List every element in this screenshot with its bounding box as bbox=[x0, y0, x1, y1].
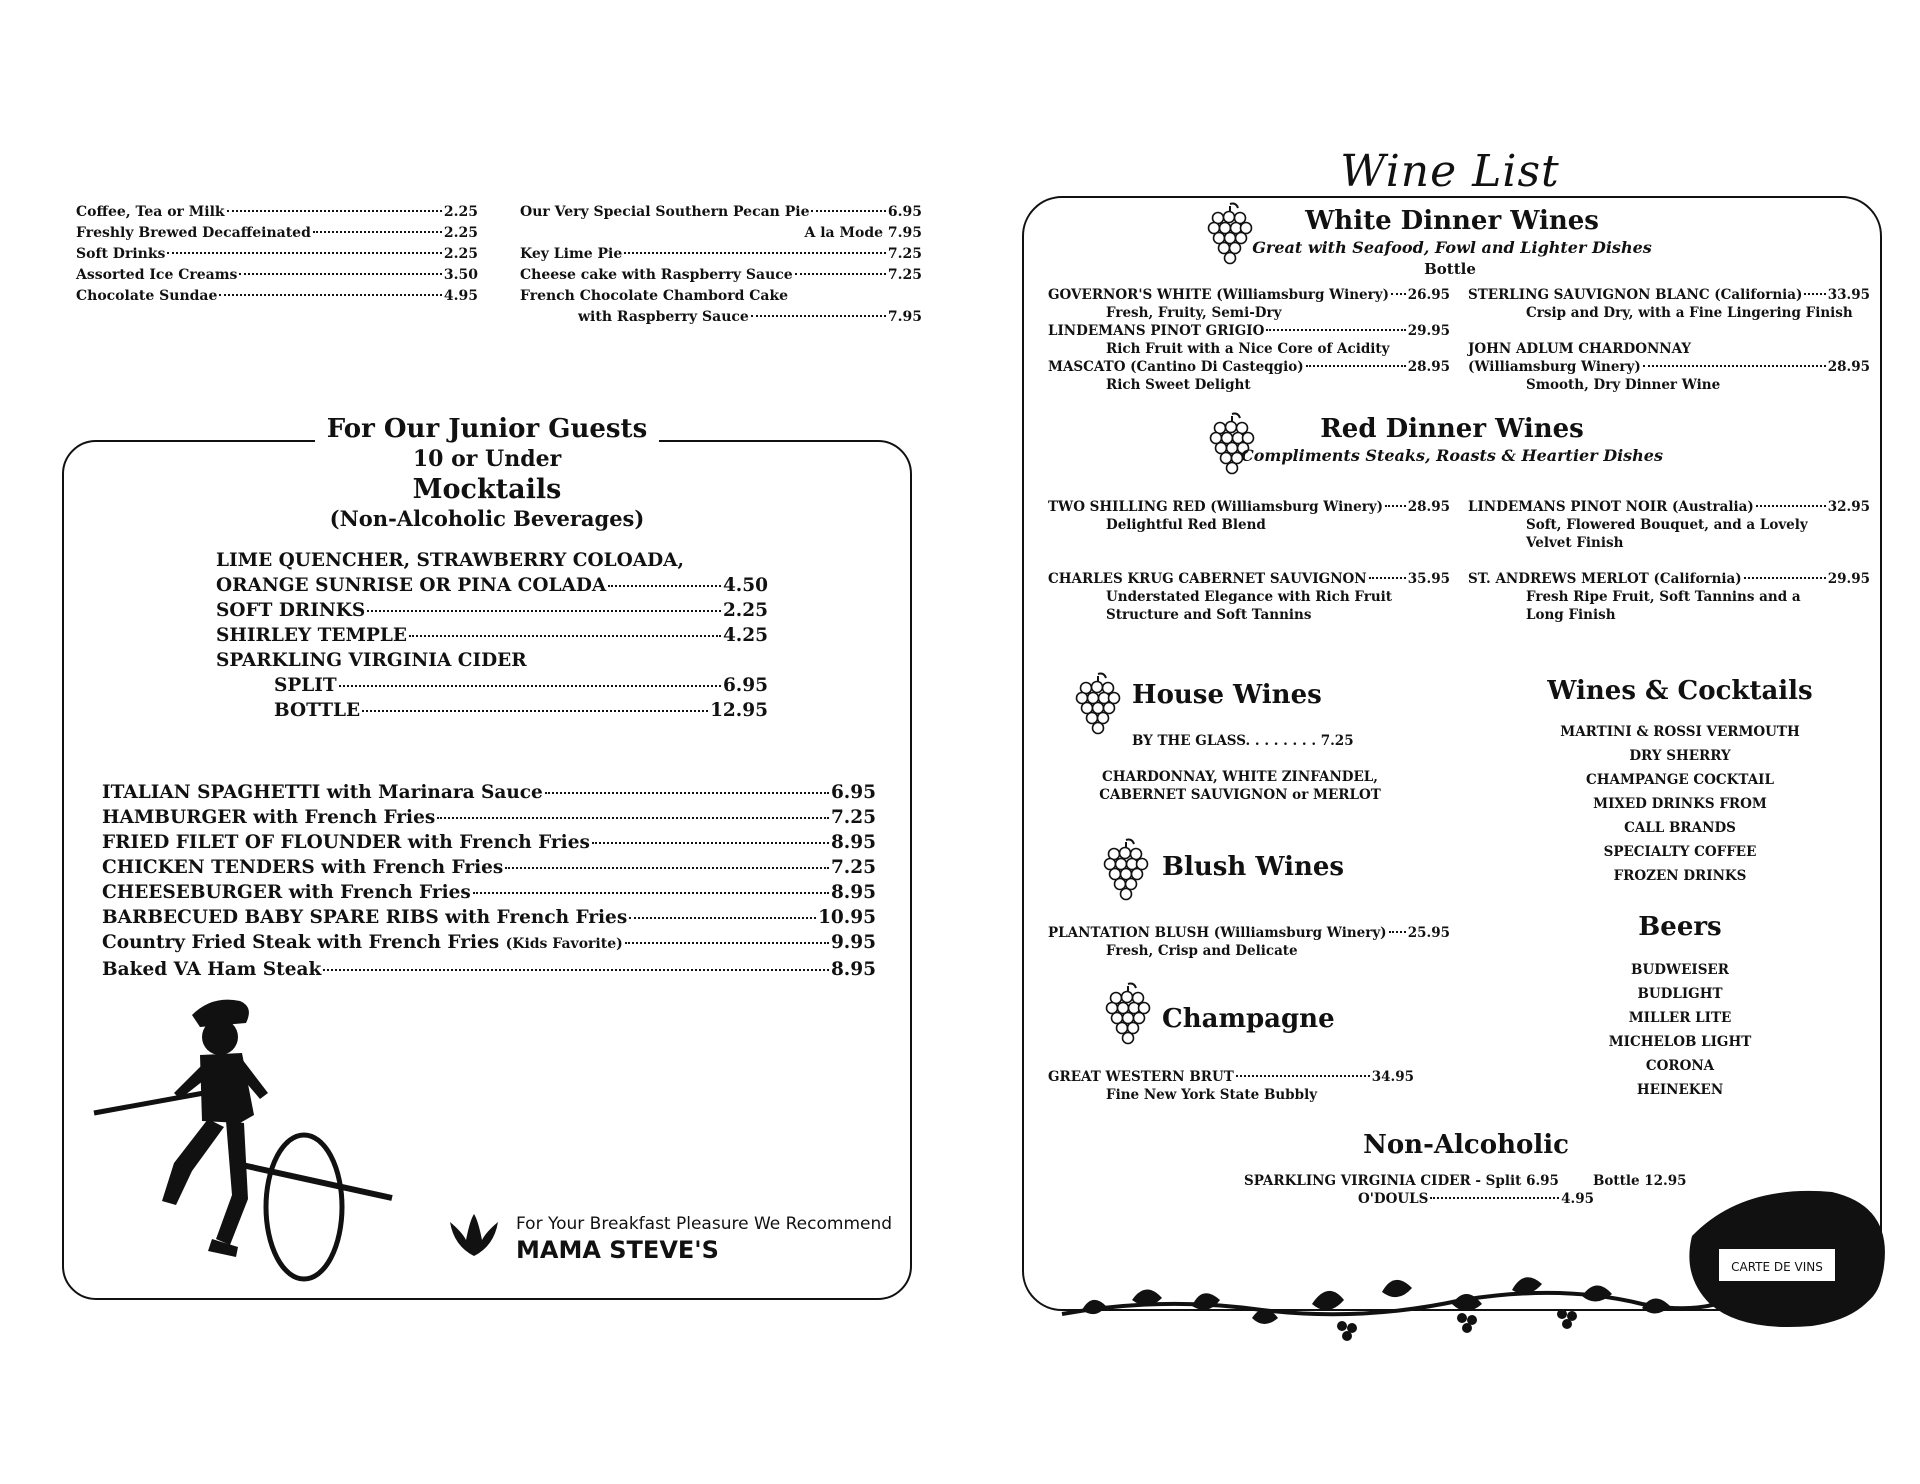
list-item: BUDLIGHT bbox=[1637, 986, 1723, 1002]
list-item: CORONA bbox=[1645, 1058, 1715, 1074]
grape-cluster-icon bbox=[1208, 412, 1256, 478]
wine-item: STERLING SAUVIGNON BLANC (California) 33.95 bbox=[1468, 287, 1870, 303]
house-by-the-glass: BY THE GLASS. . . . . . . . 7.25 bbox=[1132, 733, 1354, 749]
list-item: MARTINI & ROSSI VERMOUTH bbox=[1560, 724, 1800, 740]
grape-cluster-icon bbox=[1206, 202, 1254, 268]
red-wine-item: TWO SHILLING RED (Williamsburg Winery) 28.95 Delightful Red Blend bbox=[1048, 499, 1450, 533]
menu-item: Coffee, Tea or Milk 2.25 bbox=[76, 204, 478, 220]
menu-item: FRIED FILET OF FLOUNDER with French Fries 8.95 bbox=[102, 832, 876, 853]
menu-item: SHIRLEY TEMPLE 4.25 bbox=[216, 625, 768, 646]
menu-item: SOFT DRINKS 2.25 bbox=[216, 600, 768, 621]
menu-item: CHEESEBURGER with French Fries 8.95 bbox=[102, 882, 876, 903]
grape-cluster-icon bbox=[1074, 672, 1122, 738]
wine-list-title: Wine List bbox=[1340, 146, 1560, 197]
menu-item: SPARKLING VIRGINIA CIDER bbox=[216, 650, 527, 671]
red-wines-title: Red Dinner Wines bbox=[1320, 414, 1584, 444]
menu-item: CHICKEN TENDERS with French Fries 7.25 bbox=[102, 857, 876, 878]
white-wines-title: White Dinner Wines bbox=[1305, 206, 1599, 236]
menu-item: HAMBURGER with French Fries 7.25 bbox=[102, 807, 876, 828]
menu-item: Freshly Brewed Decaffeinated 2.25 bbox=[76, 225, 478, 241]
red-wine-item: ST. ANDREWS MERLOT (California) 29.95 Fresh Ripe Fruit, Soft Tannins and a Long Finish bbox=[1468, 571, 1870, 623]
beer-list bbox=[1500, 958, 1860, 1102]
wines-cocktails-title: Wines & Cocktails bbox=[1547, 676, 1813, 706]
boy-with-hoop-illustration bbox=[92, 995, 402, 1285]
non-alcoholic-note: (Non-Alcoholic Beverages) bbox=[329, 506, 645, 531]
menu-item: French Chocolate Chambord Cake bbox=[520, 288, 789, 304]
list-item: BUDWEISER bbox=[1631, 962, 1729, 978]
champagne-title: Champagne bbox=[1162, 1004, 1335, 1034]
grapevine-decoration bbox=[1042, 1176, 1900, 1356]
menu-item: BARBECUED BABY SPARE RIBS with French Fries 10.95 bbox=[102, 907, 876, 928]
menu-item: ORANGE SUNRISE OR PINA COLADA 4.50 bbox=[216, 575, 768, 596]
champagne-item: GREAT WESTERN BRUT 34.95 Fine New York State Bubbly bbox=[1048, 1069, 1414, 1103]
menu-item: Soft Drinks 2.25 bbox=[76, 246, 478, 262]
white-wines-right: STERLING SAUVIGNON BLANC (California) 33.95 Crsip and Dry, with a Fine Lingering Finish JOHN ADLUM CHARDONNAY (Williamsburg Winery) 28.95 Smooth, Dry Dinner Wine bbox=[1468, 287, 1870, 393]
list-item: DRY SHERRY bbox=[1629, 748, 1731, 764]
junior-title: For Our Junior Guests bbox=[315, 414, 659, 444]
menu-item: ITALIAN SPAGHETTI with Marinara Sauce 6.95 bbox=[102, 782, 876, 803]
non-alcoholic-title: Non-Alcoholic bbox=[1363, 1130, 1569, 1160]
blush-wines-title: Blush Wines bbox=[1162, 852, 1345, 882]
menu-item: BOTTLE 12.95 bbox=[274, 700, 768, 721]
list-item: MILLER LITE bbox=[1628, 1010, 1732, 1026]
list-item: MICHELOB LIGHT bbox=[1608, 1034, 1752, 1050]
breakfast-recommendation: For Your Breakfast Pleasure We Recommend bbox=[516, 1214, 893, 1234]
wine-item: (Williamsburg Winery) 28.95 bbox=[1468, 359, 1870, 375]
list-item: SPECIALTY COFFEE bbox=[1603, 844, 1757, 860]
mocktails-heading: Mocktails bbox=[412, 474, 562, 505]
house-wines-title: House Wines bbox=[1132, 680, 1322, 710]
menu-item: Baked VA Ham Steak 8.95 bbox=[102, 959, 876, 980]
non-alc-cider: SPARKLING VIRGINIA CIDER - Split 6.95 Bottle 12.95 bbox=[1244, 1173, 1687, 1189]
menu-item: SPLIT 6.95 bbox=[274, 675, 768, 696]
menu-item: Cheese cake with Raspberry Sauce 7.25 bbox=[520, 267, 922, 283]
a-la-mode: A la Mode 7.95 bbox=[804, 225, 922, 241]
desserts-right bbox=[520, 202, 922, 328]
carte-de-vins-label: CARTE DE VINS bbox=[1731, 1260, 1823, 1274]
odouls-item: O'DOULS 4.95 bbox=[1358, 1191, 1594, 1207]
list-item: CALL BRANDS bbox=[1624, 820, 1736, 836]
wine-item: GOVERNOR'S WHITE (Williamsburg Winery) 26.95 bbox=[1048, 287, 1450, 303]
cocktail-list bbox=[1500, 720, 1860, 888]
mocktail-list bbox=[216, 548, 768, 723]
wine-item: LINDEMANS PINOT GRIGIO 29.95 bbox=[1048, 323, 1450, 339]
house-varietals: CHARDONNAY, WHITE ZINFANDEL, CABERNET SAUVIGNON or MERLOT bbox=[1099, 769, 1381, 803]
menu-item: Assorted Ice Creams 3.50 bbox=[76, 267, 478, 283]
list-item: HEINEKEN bbox=[1636, 1082, 1724, 1098]
grape-cluster-icon bbox=[1104, 982, 1152, 1048]
red-wine-item: CHARLES KRUG CABERNET SAUVIGNON 35.95 Understated Elegance with Rich Fruit Structure and Soft Tannins bbox=[1048, 571, 1450, 623]
wine-item: MASCATO (Cantino Di Casteqgio) 28.95 bbox=[1048, 359, 1450, 375]
menu-item: Key Lime Pie 7.25 bbox=[520, 246, 922, 262]
mama-steves-name: MAMA STEVE'S bbox=[516, 1236, 719, 1264]
menu-item: Chocolate Sundae 4.95 bbox=[76, 288, 478, 304]
grape-cluster-icon bbox=[1102, 838, 1150, 904]
list-item: MIXED DRINKS FROM bbox=[1593, 796, 1767, 812]
desserts-left bbox=[76, 202, 478, 307]
tulip-logo-icon bbox=[444, 1212, 504, 1262]
menu-item: Country Fried Steak with French Fries (Kids Favorite) 9.95 bbox=[102, 932, 876, 953]
junior-age: 10 or Under bbox=[412, 446, 562, 472]
red-wine-item: LINDEMANS PINOT NOIR (Australia) 32.95 Soft, Flowered Bouquet, and a Lovely Velvet Finish bbox=[1468, 499, 1870, 551]
red-wines-subtitle: Compliments Steaks, Roasts & Heartier Dishes bbox=[1241, 446, 1663, 465]
wine-item: JOHN ADLUM CHARDONNAY bbox=[1468, 341, 1692, 357]
white-wines-left: GOVERNOR'S WHITE (Williamsburg Winery) 26.95 Fresh, Fruity, Semi-Dry LINDEMANS PINOT GRIGIO 29.95 Rich Fruit with a Nice Core of Acidity MASCATO (Cantino Di Casteqgio) 28.95 Rich Sweet Delight bbox=[1048, 287, 1450, 393]
bottle-label: Bottle bbox=[1424, 260, 1476, 278]
menu-item: with Raspberry Sauce 7.95 bbox=[578, 309, 922, 325]
list-item: FROZEN DRINKS bbox=[1613, 868, 1747, 884]
menu-item: Our Very Special Southern Pecan Pie 6.95 bbox=[520, 204, 922, 220]
blush-wine-item: PLANTATION BLUSH (Williamsburg Winery) 25.95 Fresh, Crisp and Delicate bbox=[1048, 925, 1450, 959]
list-item: CHAMPANGE COCKTAIL bbox=[1586, 772, 1774, 788]
menu-item: LIME QUENCHER, STRAWBERRY COLOADA, bbox=[216, 550, 684, 571]
kids-entree-list bbox=[102, 780, 876, 982]
white-wines-subtitle: Great with Seafood, Fowl and Lighter Dishes bbox=[1252, 238, 1652, 257]
beers-title: Beers bbox=[1638, 912, 1722, 942]
